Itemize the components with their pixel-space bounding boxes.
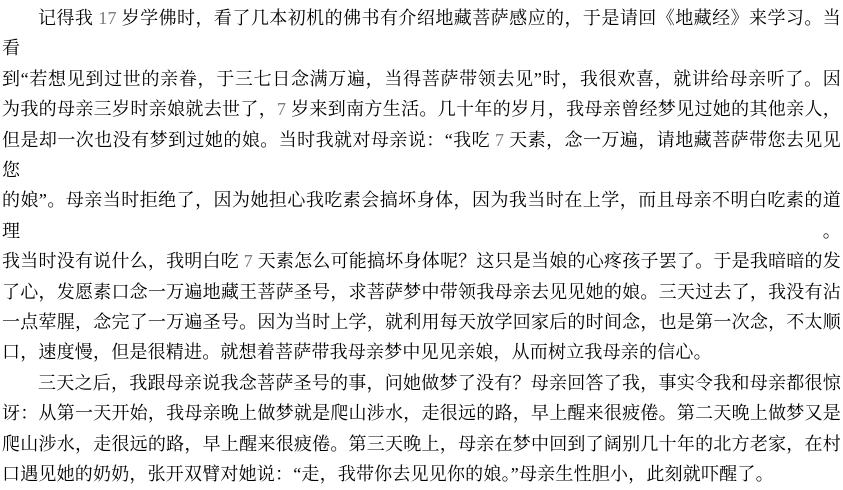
text-line: 了心，发愿素口念一万遍地藏王菩萨圣号，求菩萨梦中带领我母亲去见见她的娘。三天过去了，我没有沾: [2, 281, 841, 302]
paragraph-1: [2, 3, 841, 368]
text-line: 一点荤腥，念完了一万遍圣号。因为当时上学，就利用每天放学回家后的时间念，也是第一次念，不太顺: [2, 312, 841, 333]
text-line: 讶：从第一天开始，我母亲晚上做梦就是爬山涉水，走很远的路，早上醒来很疲倦。第二天晚上做梦又是: [2, 403, 841, 424]
text-line: 三天之后，我跟母亲说我念菩萨圣号的事，问她做梦了没有？母亲回答了我，事实令我和母亲都很惊: [38, 372, 841, 393]
text-line: 但是却一次也没有梦到过她的娘。当时我就对母亲说：“我吃 7 天素，念一万遍，请地藏菩萨带您去见见您: [2, 129, 841, 181]
text-line: 口遇见她的奶奶，张开双臂对她说：“走，我带你去见见你的娘。”母亲生性胆小，此刻就吓醒了。: [2, 464, 774, 485]
text-line: 的娘”。母亲当时拒绝了，因为她担心我吃素会搞坏身体，因为我当时在上学，而且母亲不明白吃素的道理。: [2, 190, 841, 241]
numeral: 7: [277, 99, 287, 120]
text-line: 口，速度慢，但是很精进。就想着菩萨带我母亲梦中见见亲娘，从而树立我母亲的信心。: [2, 342, 712, 363]
paragraph-2: [2, 368, 841, 490]
text-line: 爬山涉水，走很远的路，早上醒来很疲倦。第三天晚上，母亲在梦中回到了阔别几十年的北方老家，在村: [2, 433, 841, 454]
text-line: 我当时没有说什么，我明白吃 7 天素怎么可能搞坏身体呢？这只是当娘的心疼孩子罢了。于是我暗暗的发: [2, 251, 841, 272]
numeral: 7: [243, 251, 253, 272]
text-line: 为我的母亲三岁时亲娘就去世了，7 岁来到南方生活。几十年的岁月，我母亲曾经梦见过她的其他亲人，: [2, 99, 841, 120]
text-line: 到“若想见到过世的亲眷，于三七日念满万遍，当得菩萨带领去见”时，我很欢喜，就讲给母亲听了。因: [2, 68, 841, 89]
numeral: 7: [495, 129, 505, 150]
text-line: 记得我 17 岁学佛时，看了几本初机的佛书有介绍地藏菩萨感应的，于是请回《地藏经》来学习。当看: [2, 8, 841, 59]
numeral: 17: [98, 8, 117, 28]
